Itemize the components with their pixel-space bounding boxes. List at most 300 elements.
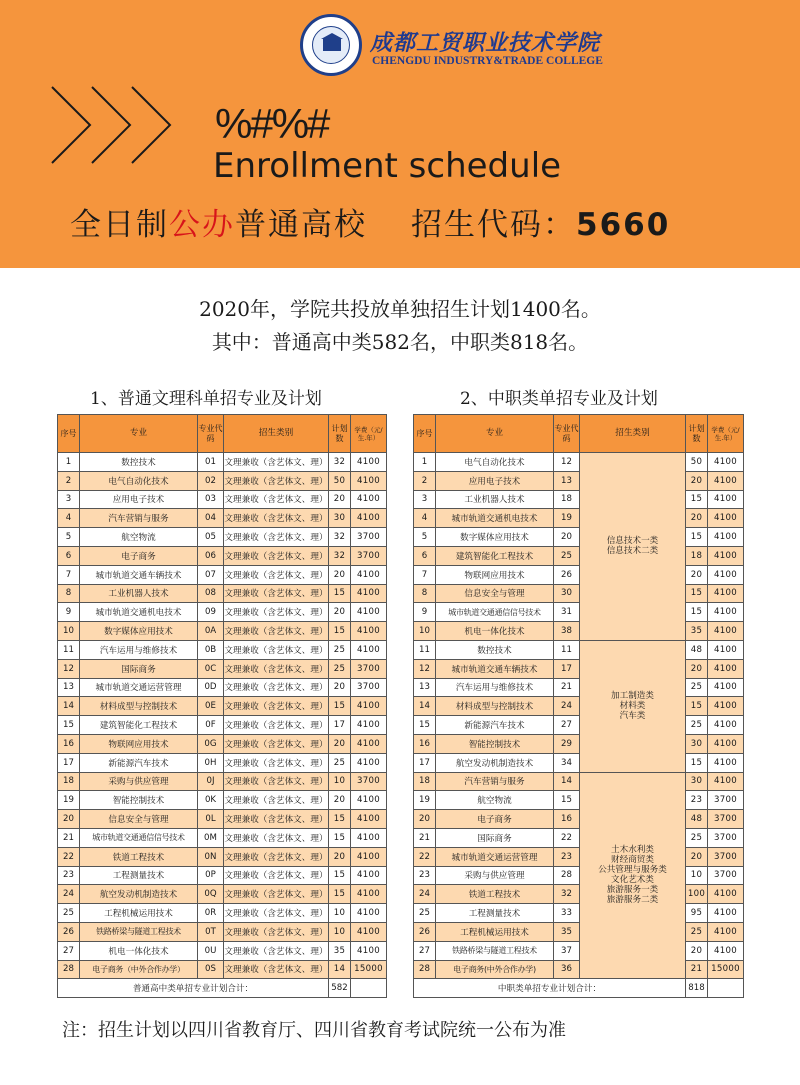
table-row	[414, 622, 744, 641]
major-code: 0P	[198, 866, 224, 885]
plan-count: 15	[329, 622, 351, 641]
tuition-fee: 4100	[708, 509, 744, 528]
major-name: 物联网应用技术	[436, 565, 554, 584]
major-code: 0K	[198, 791, 224, 810]
row-no: 22	[58, 847, 80, 866]
tuition-fee: 4100	[708, 528, 744, 547]
major-code: 02	[198, 471, 224, 490]
major-code: 33	[554, 904, 580, 923]
plan-count: 32	[329, 453, 351, 472]
admission-category: 文理兼收（含艺体文、理）	[224, 509, 329, 528]
plan-count: 32	[329, 528, 351, 547]
public-school-label: 公办	[169, 207, 235, 243]
row-no: 1	[58, 453, 80, 472]
plan-count: 20	[329, 791, 351, 810]
major-name: 电子商务	[436, 810, 554, 829]
admission-category: 文理兼收（含艺体文、理）	[224, 885, 329, 904]
major-code: 0L	[198, 810, 224, 829]
tuition-fee: 4100	[351, 453, 387, 472]
table-row	[58, 509, 387, 528]
row-no: 20	[414, 810, 436, 829]
admission-category: 文理兼收（含艺体文、理）	[224, 866, 329, 885]
tuition-fee: 4100	[708, 659, 744, 678]
row-no: 13	[58, 678, 80, 697]
admission-category: 文理兼收（含艺体文、理）	[224, 659, 329, 678]
table-row	[58, 471, 387, 490]
major-name: 城市轨道交通运营管理	[80, 678, 198, 697]
major-code: 0C	[198, 659, 224, 678]
plan-count: 25	[686, 716, 708, 735]
tuition-fee: 4100	[351, 490, 387, 509]
plan-count: 20	[329, 603, 351, 622]
admission-category: 文理兼收（含艺体文、理）	[224, 678, 329, 697]
admission-category: 文理兼收（含艺体文、理）	[224, 791, 329, 810]
row-no: 2	[58, 471, 80, 490]
header-fee: 学费（元/生.年）	[708, 415, 744, 453]
category-line: 信息技术二类	[606, 546, 659, 557]
tuition-fee: 4100	[708, 904, 744, 923]
plan-count: 20	[686, 565, 708, 584]
major-name: 智能控制技术	[80, 791, 198, 810]
plan-count: 10	[329, 922, 351, 941]
tuition-fee: 4100	[351, 791, 387, 810]
major-code: 01	[198, 453, 224, 472]
major-code: 07	[198, 565, 224, 584]
plan-count: 20	[686, 847, 708, 866]
row-no: 16	[414, 734, 436, 753]
major-code: 0B	[198, 640, 224, 659]
major-name: 城市轨道交通通信信号技术	[436, 603, 554, 622]
major-name: 新能源汽车技术	[80, 753, 198, 772]
major-name: 城市轨道交通通信信号技术	[80, 828, 198, 847]
tuition-fee: 4100	[351, 697, 387, 716]
table-row	[414, 640, 744, 659]
table-row	[414, 509, 744, 528]
table-row	[58, 697, 387, 716]
major-code: 05	[198, 528, 224, 547]
admission-category: 文理兼收（含艺体文、理）	[224, 847, 329, 866]
tuition-fee: 4100	[708, 622, 744, 641]
major-code: 14	[554, 772, 580, 791]
major-name: 材料成型与控制技术	[80, 697, 198, 716]
table-row	[414, 546, 744, 565]
code-label: 招生代码：	[411, 207, 576, 243]
row-no: 2	[414, 471, 436, 490]
table-row	[58, 772, 387, 791]
category-group	[580, 640, 686, 772]
plan-count: 15	[329, 866, 351, 885]
major-name: 应用电子技术	[80, 490, 198, 509]
major-name: 航空发动机制造技术	[80, 885, 198, 904]
college-seal-icon	[300, 14, 362, 76]
plan-count: 10	[329, 904, 351, 923]
major-name: 机电一体化技术	[436, 622, 554, 641]
plan-count: 30	[329, 509, 351, 528]
admission-category: 文理兼收（含艺体文、理）	[224, 471, 329, 490]
major-code: 23	[554, 847, 580, 866]
major-name: 工业机器人技术	[436, 490, 554, 509]
major-code: 0R	[198, 904, 224, 923]
major-code: 24	[554, 697, 580, 716]
table-row	[414, 772, 744, 791]
row-no: 28	[414, 960, 436, 979]
major-name: 汽车营销与服务	[80, 509, 198, 528]
major-name: 航空物流	[436, 791, 554, 810]
tuition-fee: 4100	[708, 922, 744, 941]
row-no: 18	[414, 772, 436, 791]
row-no: 26	[414, 922, 436, 941]
header-major: 专业	[436, 415, 554, 453]
header-fee: 学费（元/生.年）	[351, 415, 387, 453]
major-name: 智能控制技术	[436, 734, 554, 753]
row-no: 17	[414, 753, 436, 772]
category-line: 信息技术一类	[606, 536, 659, 547]
tuition-fee: 15000	[708, 960, 744, 979]
table-row	[414, 678, 744, 697]
plan-count: 50	[329, 471, 351, 490]
major-code: 0F	[198, 716, 224, 735]
table-row	[414, 453, 744, 472]
admission-category: 文理兼收（含艺体文、理）	[224, 734, 329, 753]
major-name: 电子商务(中外合作办学)	[436, 960, 554, 979]
enrollment-schedule-title: Enrollment schedule	[213, 146, 562, 186]
tuition-fee: 4100	[351, 885, 387, 904]
row-no: 23	[414, 866, 436, 885]
category-line: 土木水利类	[611, 845, 654, 856]
admission-category: 文理兼收（含艺体文、理）	[224, 640, 329, 659]
admission-category: 文理兼收（含艺体文、理）	[224, 753, 329, 772]
table-row	[58, 678, 387, 697]
left-table-title: 1、普通文理科单招专业及计划	[90, 389, 322, 409]
table-row	[414, 828, 744, 847]
plan-count: 15	[329, 584, 351, 603]
table-row	[58, 659, 387, 678]
row-no: 24	[414, 885, 436, 904]
admission-category: 文理兼收（含艺体文、理）	[224, 941, 329, 960]
row-no: 12	[414, 659, 436, 678]
major-name: 电气自动化技术	[436, 453, 554, 472]
footnote: 注：招生计划以四川省教育厅、四川省教育考试院统一公布为准	[62, 1020, 566, 1041]
header-code: 专业代码	[554, 415, 580, 453]
tuition-fee: 4100	[708, 603, 744, 622]
table-row	[414, 847, 744, 866]
tuition-fee: 4100	[708, 716, 744, 735]
plan-count: 20	[686, 509, 708, 528]
table-row	[414, 904, 744, 923]
major-code: 32	[554, 885, 580, 904]
category-line: 文化艺术类	[611, 875, 654, 886]
row-no: 22	[414, 847, 436, 866]
plan-count: 23	[686, 791, 708, 810]
major-code: 21	[554, 678, 580, 697]
major-name: 采购与供应管理	[436, 866, 554, 885]
row-no: 21	[414, 828, 436, 847]
major-name: 城市轨道交通车辆技术	[80, 565, 198, 584]
total-row	[58, 979, 387, 998]
row-no: 14	[414, 697, 436, 716]
row-no: 12	[58, 659, 80, 678]
plan-count: 15	[686, 528, 708, 547]
major-name: 铁路桥梁与隧道工程技术	[436, 941, 554, 960]
table-row	[414, 659, 744, 678]
tuition-fee: 4100	[708, 490, 744, 509]
major-name: 工程机械运用技术	[80, 904, 198, 923]
summary-line-1: 2020年，学院共投放单独招生计划1400名。	[199, 297, 601, 321]
tuition-fee: 4100	[708, 640, 744, 659]
header-code: 专业代码	[198, 415, 224, 453]
table-row	[58, 490, 387, 509]
row-no: 25	[414, 904, 436, 923]
plan-count: 48	[686, 640, 708, 659]
plan-count: 32	[329, 546, 351, 565]
tuition-fee: 4100	[351, 753, 387, 772]
tuition-fee: 4100	[351, 716, 387, 735]
header-banner	[0, 0, 800, 268]
table-header-row	[58, 415, 387, 453]
tuition-fee: 4100	[351, 828, 387, 847]
row-no: 5	[414, 528, 436, 547]
row-no: 14	[58, 697, 80, 716]
table-row	[414, 791, 744, 810]
major-code: 34	[554, 753, 580, 772]
plan-count: 50	[686, 453, 708, 472]
tuition-fee: 4100	[351, 509, 387, 528]
row-no: 17	[58, 753, 80, 772]
code-value: 5660	[576, 207, 671, 243]
major-name: 城市轨道交通机电技术	[80, 603, 198, 622]
major-code: 0T	[198, 922, 224, 941]
major-name: 数字媒体应用技术	[436, 528, 554, 547]
row-no: 18	[58, 772, 80, 791]
row-no: 3	[58, 490, 80, 509]
major-name: 采购与供应管理	[80, 772, 198, 791]
plan-count: 17	[329, 716, 351, 735]
tuition-fee: 4100	[351, 922, 387, 941]
major-code: 38	[554, 622, 580, 641]
admission-category: 文理兼收（含艺体文、理）	[224, 922, 329, 941]
tuition-fee: 3700	[351, 528, 387, 547]
table-row	[58, 565, 387, 584]
major-code: 17	[554, 659, 580, 678]
major-code: 31	[554, 603, 580, 622]
major-code: 18	[554, 490, 580, 509]
major-code: 0S	[198, 960, 224, 979]
category-line: 财经商贸类	[611, 855, 654, 866]
table-row	[414, 528, 744, 547]
tuition-fee: 4100	[708, 546, 744, 565]
tuition-fee: 4100	[351, 640, 387, 659]
major-name: 航空物流	[80, 528, 198, 547]
row-no: 9	[414, 603, 436, 622]
plan-count: 15	[329, 885, 351, 904]
major-name: 工程机械运用技术	[436, 922, 554, 941]
plan-count: 15	[686, 697, 708, 716]
plan-count: 25	[329, 753, 351, 772]
row-no: 5	[58, 528, 80, 547]
table-row	[58, 716, 387, 735]
major-code: 0M	[198, 828, 224, 847]
plan-count: 25	[686, 828, 708, 847]
table-row	[58, 753, 387, 772]
plan-count: 25	[329, 659, 351, 678]
table-row	[58, 828, 387, 847]
major-name: 数字媒体应用技术	[80, 622, 198, 641]
tuition-fee: 4100	[708, 453, 744, 472]
admission-category: 文理兼收（含艺体文、理）	[224, 960, 329, 979]
admission-category: 文理兼收（含艺体文、理）	[224, 697, 329, 716]
admission-category: 文理兼收（含艺体文、理）	[224, 453, 329, 472]
plan-count: 20	[329, 734, 351, 753]
major-name: 电子商务（中外合作办学）	[80, 960, 198, 979]
plan-count: 30	[686, 734, 708, 753]
major-code: 0Q	[198, 885, 224, 904]
chevron-arrows-icon	[50, 85, 200, 165]
major-name: 城市轨道交通机电技术	[436, 509, 554, 528]
major-code: 26	[554, 565, 580, 584]
decorative-symbols: %#%#	[215, 100, 329, 147]
college-logo	[300, 14, 603, 76]
major-code: 12	[554, 453, 580, 472]
table-row	[414, 866, 744, 885]
total-label: 普通高中类单招专业计划合计：	[58, 979, 329, 998]
major-name: 数控技术	[436, 640, 554, 659]
row-no: 15	[58, 716, 80, 735]
tuition-fee: 4100	[351, 734, 387, 753]
major-code: 28	[554, 866, 580, 885]
total-value: 818	[686, 979, 708, 998]
tuition-fee: 3700	[708, 810, 744, 829]
plan-count: 25	[686, 922, 708, 941]
major-name: 工业机器人技术	[80, 584, 198, 603]
table-row	[58, 885, 387, 904]
major-code: 15	[554, 791, 580, 810]
tuition-fee: 4100	[708, 734, 744, 753]
tuition-fee: 4100	[351, 622, 387, 641]
tuition-fee: 4100	[708, 753, 744, 772]
right-table-title: 2、中职类单招专业及计划	[460, 389, 658, 409]
row-no: 27	[414, 941, 436, 960]
tuition-fee: 4100	[708, 565, 744, 584]
row-no: 19	[58, 791, 80, 810]
table-row	[58, 922, 387, 941]
major-name: 数控技术	[80, 453, 198, 472]
plan-count: 20	[686, 941, 708, 960]
major-code: 30	[554, 584, 580, 603]
table-row	[58, 791, 387, 810]
major-code: 0N	[198, 847, 224, 866]
row-no: 4	[414, 509, 436, 528]
major-name: 铁道工程技术	[436, 885, 554, 904]
tuition-fee: 4100	[351, 941, 387, 960]
table-row	[58, 847, 387, 866]
major-name: 信息安全与管理	[80, 810, 198, 829]
plan-count: 20	[686, 471, 708, 490]
major-code: 27	[554, 716, 580, 735]
table-row	[414, 810, 744, 829]
row-no: 23	[58, 866, 80, 885]
table-row	[58, 453, 387, 472]
major-name: 航空发动机制造技术	[436, 753, 554, 772]
row-no: 24	[58, 885, 80, 904]
header-plan: 计划数	[329, 415, 351, 453]
header-plan: 计划数	[686, 415, 708, 453]
plan-count: 30	[686, 772, 708, 791]
major-code: 0E	[198, 697, 224, 716]
admission-category: 文理兼收（含艺体文、理）	[224, 565, 329, 584]
major-name: 物联网应用技术	[80, 734, 198, 753]
major-code: 0U	[198, 941, 224, 960]
major-code: 37	[554, 941, 580, 960]
row-no: 9	[58, 603, 80, 622]
major-code: 20	[554, 528, 580, 547]
admission-category: 文理兼收（含艺体文、理）	[224, 828, 329, 847]
major-code: 04	[198, 509, 224, 528]
table-row	[414, 716, 744, 735]
major-name: 铁路桥梁与隧道工程技术	[80, 922, 198, 941]
total-value: 582	[329, 979, 351, 998]
tuition-fee: 3700	[351, 772, 387, 791]
admission-category: 文理兼收（含艺体文、理）	[224, 603, 329, 622]
row-no: 15	[414, 716, 436, 735]
major-code: 0J	[198, 772, 224, 791]
header-category: 招生类别	[224, 415, 329, 453]
row-no: 28	[58, 960, 80, 979]
major-name: 城市轨道交通运营管理	[436, 847, 554, 866]
major-name: 建筑智能化工程技术	[80, 716, 198, 735]
major-code: 19	[554, 509, 580, 528]
major-code: 22	[554, 828, 580, 847]
row-no: 27	[58, 941, 80, 960]
table-row	[414, 697, 744, 716]
row-no: 3	[414, 490, 436, 509]
table-row	[58, 528, 387, 547]
major-name: 国际商务	[436, 828, 554, 847]
tuition-fee: 4100	[351, 810, 387, 829]
tuition-fee: 3700	[708, 828, 744, 847]
major-name: 国际商务	[80, 659, 198, 678]
category-line: 旅游服务一类	[606, 885, 659, 896]
category-line: 加工制造类	[611, 691, 654, 702]
row-no: 11	[58, 640, 80, 659]
major-name: 建筑智能化工程技术	[436, 546, 554, 565]
major-code: 0A	[198, 622, 224, 641]
row-no: 10	[414, 622, 436, 641]
major-code: 13	[554, 471, 580, 490]
table-row	[58, 941, 387, 960]
tuition-fee: 3700	[351, 546, 387, 565]
admission-category: 文理兼收（含艺体文、理）	[224, 810, 329, 829]
college-name-cn: 成都工贸职业技术学院	[370, 30, 601, 56]
plan-count: 100	[686, 885, 708, 904]
tuition-fee: 4100	[708, 678, 744, 697]
admission-category: 文理兼收（含艺体文、理）	[224, 622, 329, 641]
plan-count: 20	[329, 678, 351, 697]
plan-count: 25	[329, 640, 351, 659]
plan-count: 20	[329, 565, 351, 584]
tuition-fee: 3700	[708, 847, 744, 866]
major-name: 新能源汽车技术	[436, 716, 554, 735]
tuition-fee: 4100	[708, 471, 744, 490]
plan-count: 15	[686, 584, 708, 603]
tuition-fee: 3700	[708, 866, 744, 885]
plan-count: 35	[329, 941, 351, 960]
category-line: 公共管理与服务类	[598, 865, 667, 876]
plan-count: 15	[329, 697, 351, 716]
row-no: 4	[58, 509, 80, 528]
major-name: 城市轨道交通车辆技术	[436, 659, 554, 678]
row-no: 7	[58, 565, 80, 584]
table-row	[58, 603, 387, 622]
